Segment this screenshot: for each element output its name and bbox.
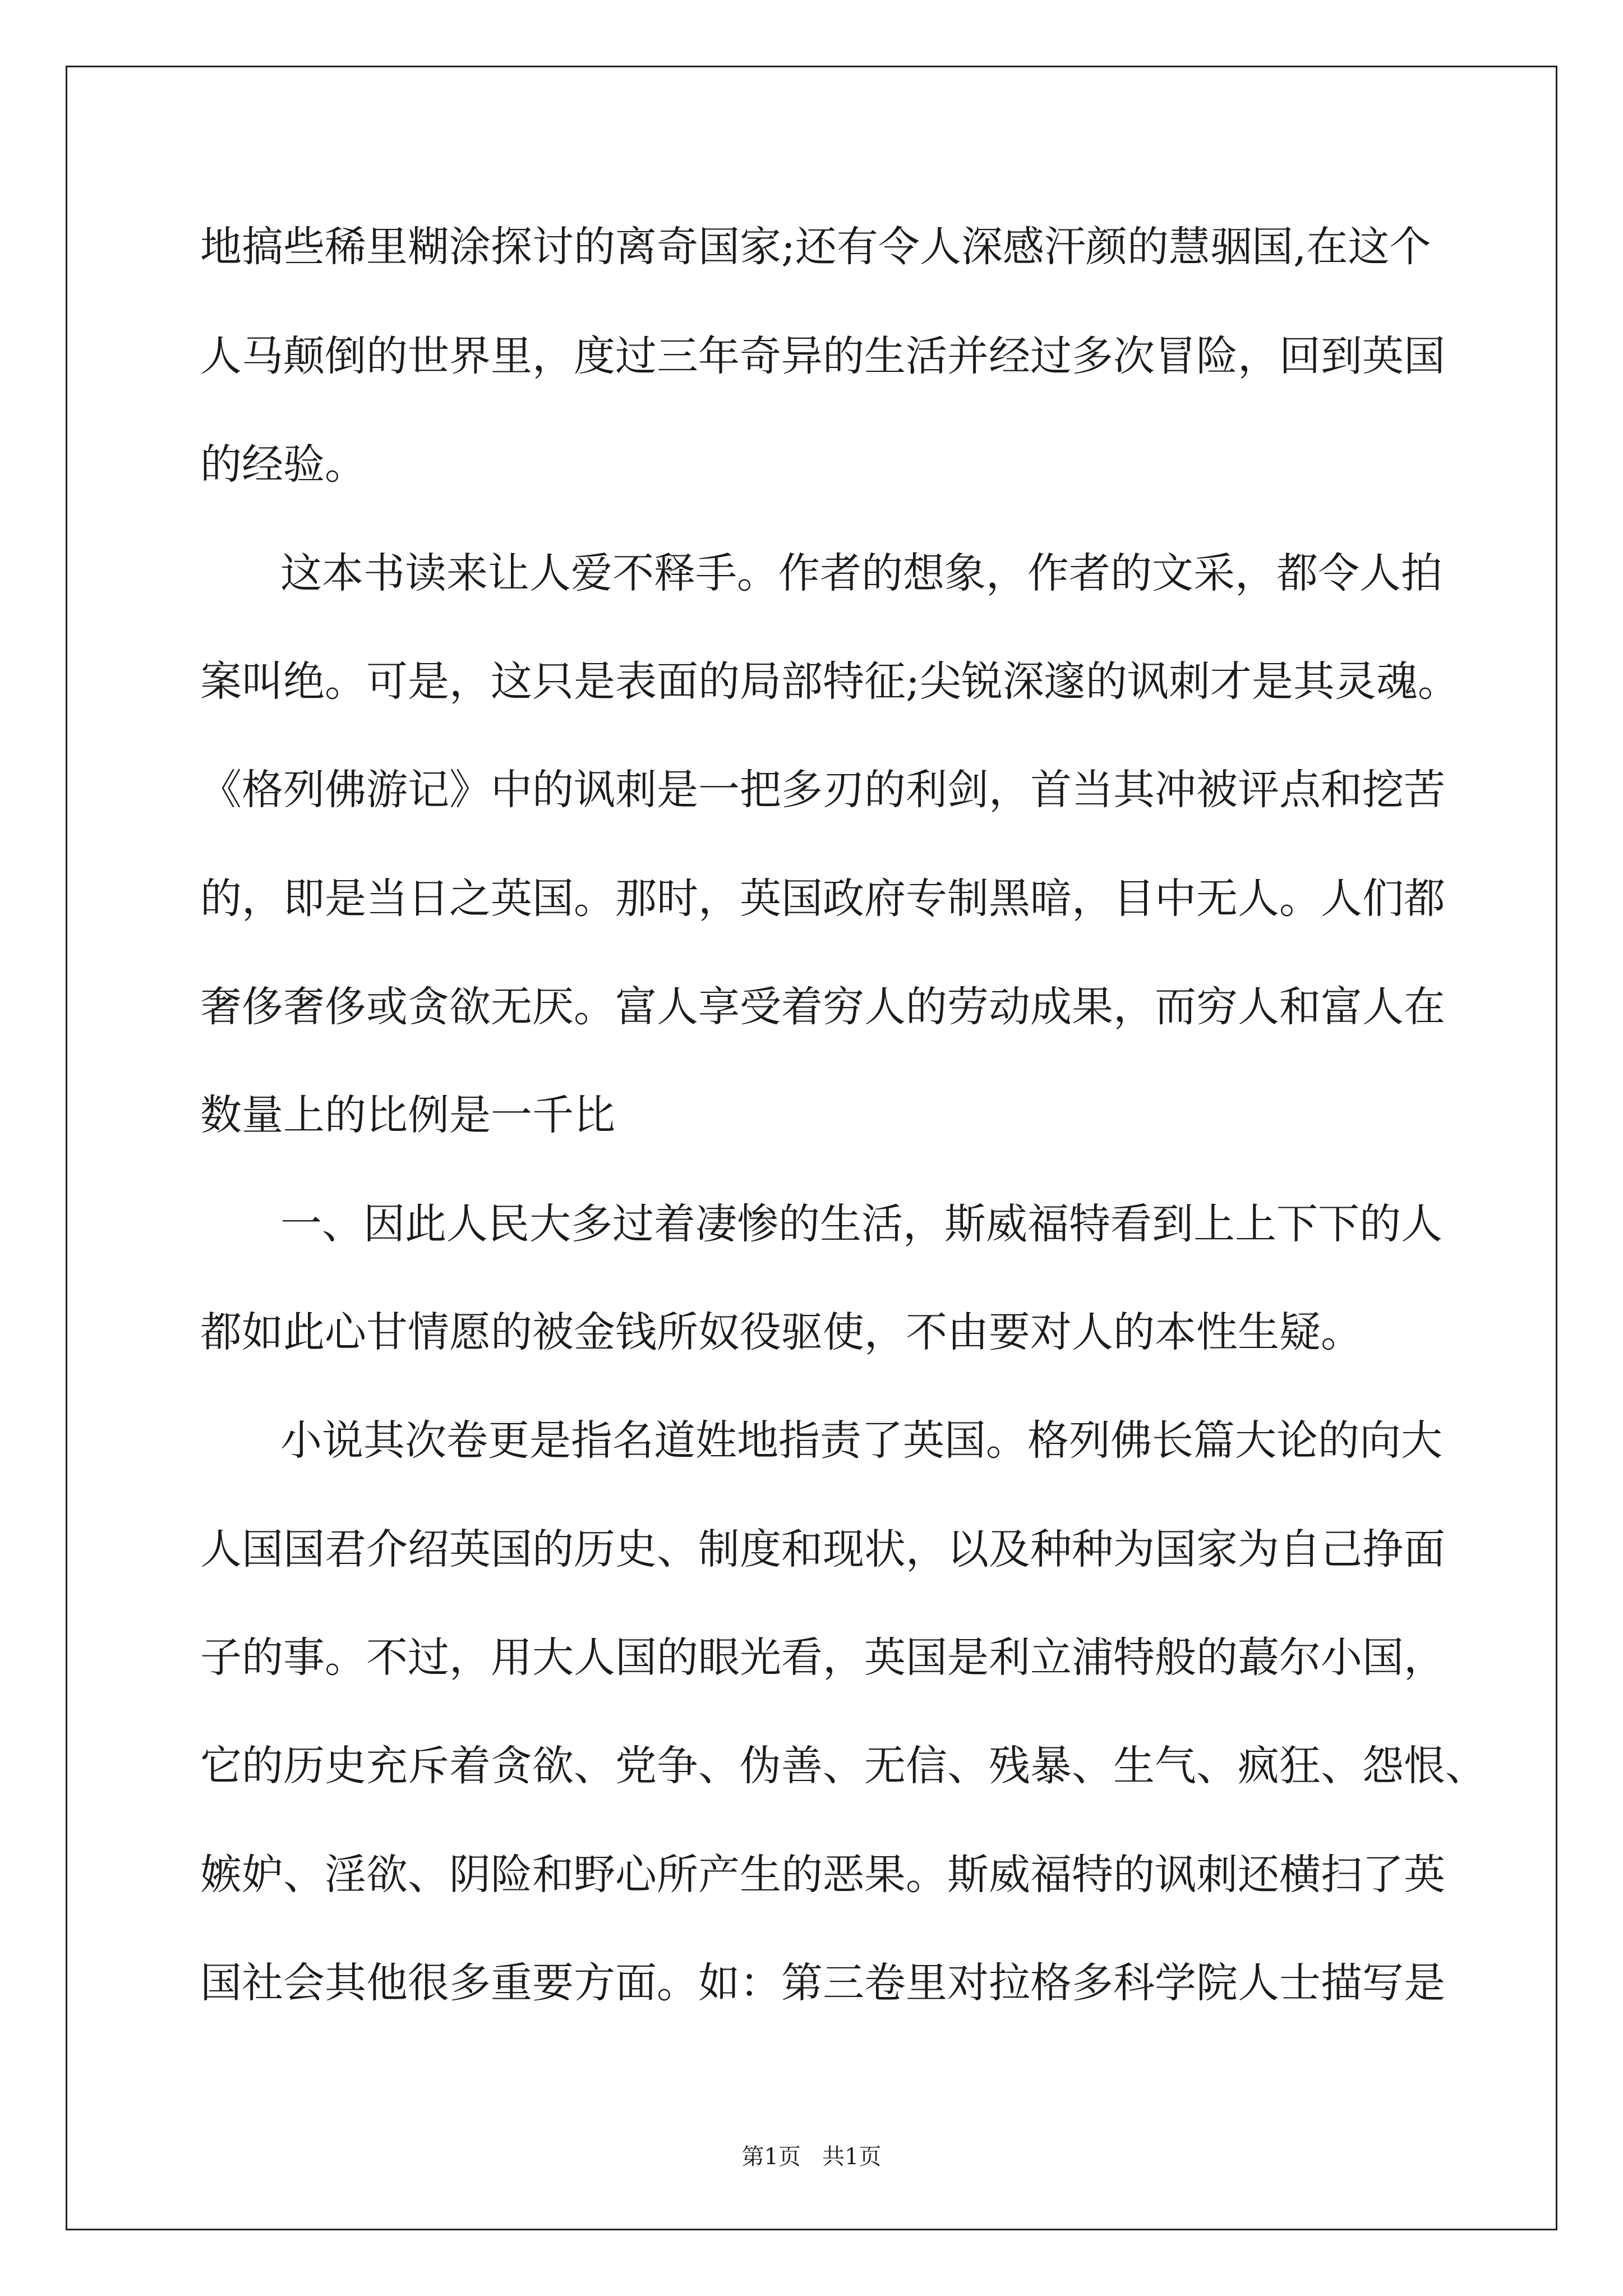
text-line: 人国国君介绍英国的历史、制度和现状，以及种种为国家为自己挣面	[200, 1525, 1445, 1573]
text-line: 案叫绝。可是，这只是表面的局部特征;尖锐深邃的讽刺才是其灵魂。	[200, 657, 1459, 706]
text-line: 的，即是当日之英国。那时，英国政府专制黑暗，目中无人。人们都	[200, 875, 1445, 923]
paragraph-first-line: 小说其次卷更是指名道姓地指责了英国。格列佛长篇大论的向大	[280, 1416, 1442, 1465]
text-line: 子的事。不过，用大人国的眼光看，英国是利立浦特般的蕞尔小国，	[200, 1634, 1445, 1682]
page-border	[66, 66, 1557, 2230]
text-line: 人马颠倒的世界里，度过三年奇异的生活并经过多次冒险，回到英国	[200, 332, 1445, 380]
text-line: 《格列佛游记》中的讽刺是一把多刃的利剑，首当其冲被评点和挖苦	[200, 766, 1445, 814]
text-line: 地搞些稀里糊涂探讨的离奇国家;还有令人深感汗颜的慧骃国,在这个	[200, 223, 1431, 271]
text-line: 都如此心甘情愿的被金钱所奴役驱使，不由要对人的本性生疑。	[200, 1308, 1362, 1356]
text-line: 嫉妒、淫欲、阴险和野心所产生的恶果。斯威福特的讽刺还横扫了英	[200, 1851, 1445, 1899]
text-line: 奢侈奢侈或贪欲无厌。富人享受着穷人的劳动成果，而穷人和富人在	[200, 983, 1445, 1031]
text-line: 它的历史充斥着贪欲、党争、伪善、无信、残暴、生气、疯狂、怨恨、	[200, 1742, 1487, 1790]
paragraph-first-line: 一、因此人民大多过着凄惨的生活，斯威福特看到上上下下的人	[280, 1200, 1442, 1248]
text-line: 的经验。	[200, 440, 366, 489]
text-line: 国社会其他很多重要方面。如：第三卷里对拉格多科学院人士描写是	[200, 1959, 1445, 2007]
page-number-footer: 第1页 共1页	[741, 2144, 882, 2170]
text-line: 数量上的比例是一千比	[200, 1091, 615, 1139]
paragraph-first-line: 这本书读来让人爱不释手。作者的想象，作者的文采，都令人拍	[280, 549, 1442, 597]
